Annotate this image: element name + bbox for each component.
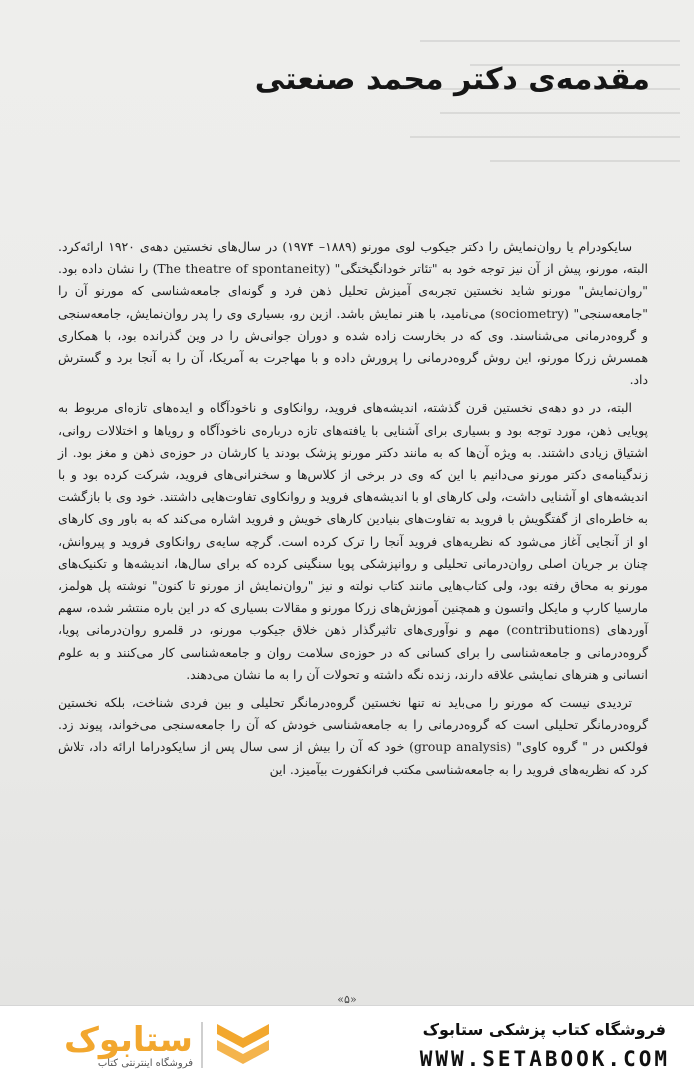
logo-tagline: فروشگاه اینترنتی کتاب bbox=[97, 1058, 193, 1069]
chapter-title: مقدمه‌ی دکتر محمد صنعتی bbox=[254, 62, 650, 97]
body-text bbox=[58, 236, 648, 787]
paragraph: سایکودرام یا روان‌نمایش را دکتر جیکوب لوی مورنو (۱۸۸۹– ۱۹۷۴) در سال‌های نخستین دهه‌ی ۱۹۲۰ ارائه‌کرد. البته، مورنو، پیش از آن نیز توجه خود به "تئاتر خودانگیختگی" (The theatre of spontaneity) را نشان داده بود. "روان‌نمایش" مورنو شاید نخستین تجربه‌ی آمیزش تحلیل ذهن فرد و گونه‌ای جامعه‌شناسی که مورنو آن را "جامعه‌سنجی" (sociometry) می‌نامید، با هنر نمایش باشد. ازین رو، بسیاری وی را پدر روان‌نمایش، جامعه‌سنجی و گروه‌درمانی می‌شناسند. وی که در بخارست زاده شده و دوران جوانی‌ش را در وین گذرانده بود، با همکاری همسرش زرکا مورنو، این روش گروه‌درمانی را پرورش داده و با مهاجرت به آمریکا، آن را به آنجا برد و گسترش داد. bbox=[58, 239, 648, 388]
paragraph: تردیدی نیست که مورنو را می‌باید نه تنها نخستین گروه‌درمانگر تحلیلی و بین فردی شناخت، بلکه نخستین گروه‌درمانگر تحلیلی است که گروه‌درمانی را به جامعه‌شناسی خودش که آن را جامعه‌سنجی می‌خواند، پیوند زد. فولکس در " گروه کاوی" (group analysis) خود که آن را بیش از سی سال پس از سایکودراما ارائه داد، تلاش کرد که نظریه‌های فروید را به جامعه‌شناسی مکتب فرانکفورت بیآمیزد. این bbox=[58, 695, 649, 777]
store-footer-banner bbox=[0, 1005, 694, 1080]
logo-wordmark: ستابوک bbox=[64, 1020, 193, 1060]
chevron-stack-icon bbox=[213, 1020, 273, 1070]
page-number: «۵» bbox=[337, 993, 357, 1005]
store-logo[interactable] bbox=[18, 1016, 278, 1072]
paragraph: البته، در دو دهه‌ی نخستین قرن گذشته، اندیشه‌های فروید، روانکاوی و ناخودآگاه و ایده‌های تازه‌ای مربوط به پویایی ذهن، مورد توجه بود و بسیاری برای آشنایی با یافته‌های تازه درباره‌ی ناخودآگاه و رویاها و اختلالات روانی، اشتیاق زیادی داشتند. به ویژه آن‌ها که به مانند دکتر مورنو پزشک بودند یا کارشان در حوزه‌ی ذهن و مغز بود. از زندگینامه‌ی دکتر مورنو می‌دانیم با این که وی در برخی از کلاس‌ها و سخنرانی‌های فروید، شرکت کرده بود و با اندیشه‌های او آشنایی داشت، ولی کارهای او با اندیشه‌های فروید و روانکاوی تفاوت‌هایی داشتند. خود وی با بازگشت به خاطره‌ای از گفتگویش با فروید به تفاوت‌های بنیادین کارهای خویش و فروید اشاره می‌کند که به باور وی کارهای او از آنجایی آغاز می‌شود که نظریه‌های فروید آنجا را ترک کرده است. گرچه سایه‌ی روانکاوی فروید و پیروانش، چنان بر جریان اصلی روان‌درمانی تحلیلی و روانپزشکی پویا سنگینی کرده که برای سال‌ها، اندیشه‌ها و تکنیک‌های مورنو به محاق رفته بود، ولی کتاب‌هایی مانند کتاب نولته و نیز "روان‌نمایش از مورنو تا کنون" نوشته پل هولمز، مارسیا کارپ و مایکل واتسون و همچنین آموزش‌های زرکا مورنو و مقالات بسیاری که در این باره منتشر شده، سهم آوردهای (contributions) مهم و نوآوری‌های تاثیرگذار ذهن خلاق جیکوب مورنو، در قلمرو روان‌درمانی پویا، گروه‌درمانی و جامعه‌شناسی را برای کسانی که در حوزه‌ی سلامت روان و جامعه‌شناسی کار می‌کنند و به علوم انسانی و هنرهای نمایشی علاقه دارند، زنده نگه داشته و تحولات آن را به ما نشان می‌دهند. bbox=[58, 400, 648, 682]
store-website-link[interactable]: WWW.SETABOOK.COM bbox=[419, 1047, 670, 1071]
logo-divider bbox=[201, 1022, 203, 1068]
store-name: فروشگاه کتاب پزشکی ستابوک bbox=[422, 1020, 666, 1039]
